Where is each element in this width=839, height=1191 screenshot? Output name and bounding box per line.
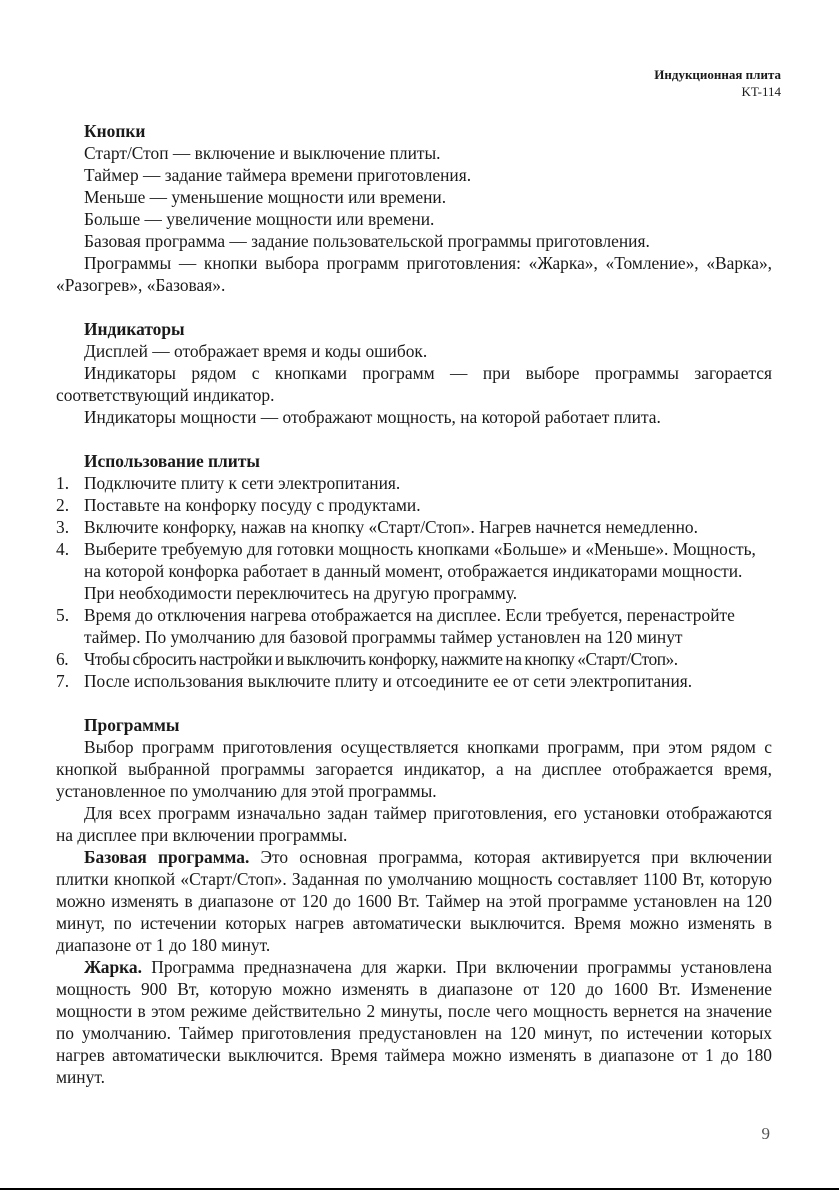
section-heading: Программы <box>84 715 180 735</box>
list-item <box>56 516 772 538</box>
list-number: 1. <box>56 473 70 493</box>
list-text: Включите конфорку, нажав на кнопку «Старт/Стоп». Нагрев начнется немедленно. <box>84 517 698 537</box>
list-item <box>56 648 772 670</box>
paragraph: Индикаторы рядом с кнопками программ — при выборе программы загорается соответствующий индикатор. <box>56 363 772 405</box>
list-item <box>56 472 772 494</box>
list-number: 5. <box>56 605 70 625</box>
paragraph: Программы — кнопки выбора программ приготовления: «Жарка», «Томление», «Варка», «Разогрев», «Базовая». <box>56 253 772 295</box>
header-title: Индукционная плита <box>654 67 781 82</box>
paragraph: Старт/Стоп — включение и выключение плиты. <box>84 143 441 163</box>
paragraph: Дисплей — отображает время и коды ошибок. <box>84 341 428 361</box>
header-model: KT-114 <box>741 84 781 99</box>
paragraph: Для всех программ изначально задан таймер приготовления, его установки отображаются на дисплее при включении программы. <box>56 803 772 845</box>
paragraph: Меньше — уменьшение мощности или времени. <box>84 187 447 207</box>
list-number: 3. <box>56 517 70 537</box>
paragraph <box>56 956 772 1088</box>
list-number: 7. <box>56 671 70 691</box>
section-heading: Кнопки <box>84 121 146 141</box>
list-item <box>56 494 772 516</box>
page-header <box>654 66 781 100</box>
program-description: Программа предназначена для жарки. При включении программы установлена мощность 900 Вт, которую можно изменять в диапазоне от 120 до 1600 Вт. Изменение мощности в этом режиме действительно 2 минуты, после чего мощность вернется на значение по умолчанию. Таймер приготовления предустановлен на 120 минут, по истечении которых нагрев автоматически выключится. Время таймера можно изменять в диапазоне от 1 до 180 минут. <box>56 957 772 1087</box>
program-name: Жарка. <box>84 957 142 977</box>
list-number: 2. <box>56 495 70 515</box>
list-text: Поставьте на конфорку посуду с продуктами. <box>84 495 421 515</box>
list-text: Подключите плиту к сети электропитания. <box>84 473 401 493</box>
section-heading: Использование плиты <box>84 451 260 471</box>
list-number: 6. <box>56 649 69 669</box>
list-text: Чтобы сбросить настройки и выключить конфорку, нажмите на кнопку «Старт/Стоп». <box>84 649 678 669</box>
page-content <box>56 120 772 1088</box>
page-number: 9 <box>761 1124 770 1143</box>
paragraph: Базовая программа — задание пользовательской программы приготовления. <box>84 231 650 251</box>
indicators-section <box>56 318 772 428</box>
list-number: 4. <box>56 539 70 559</box>
list-text: Выберите требуемую для готовки мощность кнопками «Больше» и «Меньше». Мощность, на которой конфорка работает в данный момент, отображается индикаторами мощности. При необходимости переключитесь на другую программу. <box>84 539 756 603</box>
list-item <box>56 538 772 604</box>
paragraph: Больше — увеличение мощности или времени. <box>84 209 435 229</box>
paragraph: Таймер — задание таймера времени приготовления. <box>84 165 472 185</box>
programs-section <box>56 714 772 1088</box>
paragraph <box>56 846 772 956</box>
paragraph: Индикаторы мощности — отображают мощность, на которой работает плита. <box>84 407 661 427</box>
list-item <box>56 670 772 692</box>
list-item <box>56 604 772 648</box>
program-name: Базовая программа. <box>84 847 250 867</box>
program-description: Это основная программа, которая активируется при включении плитки кнопкой «Старт/Стоп». Заданная по умолчанию мощность составляет 1100 Вт, которую можно изменять в диапазоне от 120 до 1600 Вт. Таймер на этой программе установлен на 120 минут, по истечении которых нагрев автоматически выключится. Время можно изменять в диапазоне от 1 до 180 минут. <box>56 847 772 955</box>
list-text: После использования выключите плиту и отсоедините ее от сети электропитания. <box>84 671 693 691</box>
buttons-section <box>56 120 772 296</box>
section-heading: Индикаторы <box>84 319 185 339</box>
steps-list <box>56 472 772 692</box>
list-text: Время до отключения нагрева отображается на дисплее. Если требуется, перенастройте таймер. По умолчанию для базовой программы таймер установлен на 120 минут <box>84 605 735 647</box>
usage-section <box>56 450 772 692</box>
bottom-rule <box>0 1188 839 1190</box>
paragraph: Выбор программ приготовления осуществляется кнопками программ, при этом рядом с кнопкой выбранной программы загорается индикатор, а на дисплее отображается время, установленное по умолчанию для этой программы. <box>56 737 772 801</box>
